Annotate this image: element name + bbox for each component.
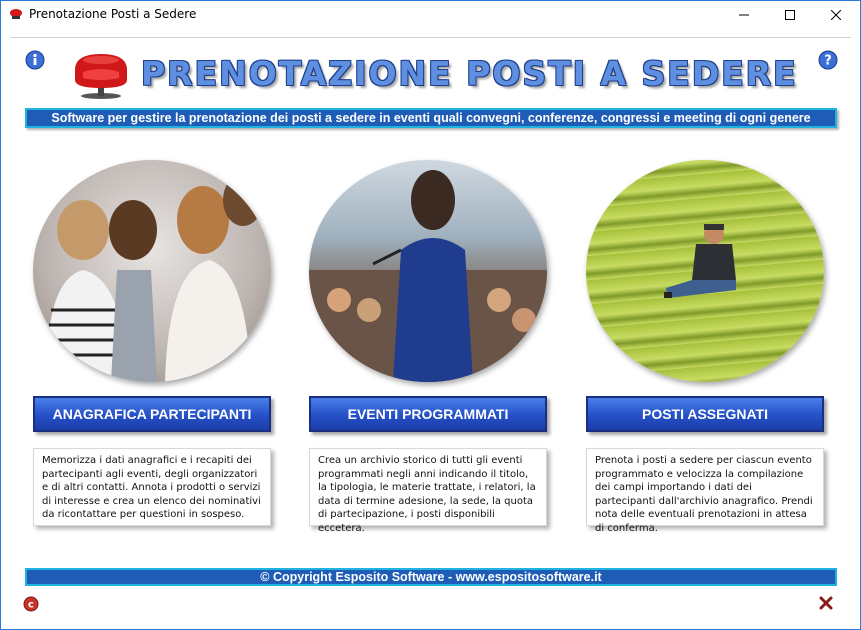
red-armchair-icon bbox=[69, 48, 133, 100]
anagrafica-partecipanti-button[interactable]: ANAGRAFICA PARTECIPANTI bbox=[33, 396, 271, 432]
red-chair-icon bbox=[9, 8, 23, 20]
exit-icon[interactable] bbox=[817, 594, 835, 612]
maximize-icon bbox=[785, 10, 795, 20]
maximize-button[interactable] bbox=[767, 1, 813, 29]
eventi-programmati-button[interactable]: EVENTI PROGRAMMATI bbox=[309, 396, 547, 432]
audience-from-behind-illustration bbox=[33, 160, 271, 382]
title-bar[interactable] bbox=[1, 1, 860, 29]
minimize-button[interactable] bbox=[721, 1, 767, 29]
subtitle-banner: Software per gestire la prenotazione dei posti a sedere in eventi quali convegni, conferenze, congressi e meeting di ogni genere bbox=[25, 108, 837, 128]
minimize-icon bbox=[739, 10, 749, 20]
audience-image bbox=[33, 160, 271, 382]
close-icon bbox=[831, 10, 841, 20]
copyright-icon[interactable] bbox=[23, 596, 39, 612]
posti-assegnati-button[interactable]: POSTI ASSEGNATI bbox=[586, 396, 824, 432]
posti-description: Prenota i posti a sedere per ciascun evento programmato e velocizza la compilazione dei campi importando i dati dei partecipanti dall'archivio anagrafico. Prendi nota delle eventuali prenotazioni in attesa di conferma. bbox=[586, 448, 824, 526]
app-headline: PRENOTAZIONE POSTI A SEDERE bbox=[141, 54, 798, 93]
svg-text:?: ? bbox=[824, 53, 832, 69]
copyright-banner: © Copyright Esposito Software - www.espositosoftware.it bbox=[25, 568, 837, 586]
help-icon[interactable] bbox=[818, 50, 838, 70]
stadium-seats-illustration bbox=[586, 160, 824, 382]
window-title: Prenotazione Posti a Sedere bbox=[29, 7, 197, 21]
stadium-seats-image bbox=[586, 160, 824, 382]
svg-text:c: c bbox=[28, 599, 34, 611]
speaker-on-stage-illustration bbox=[309, 160, 547, 382]
anagrafica-description: Memorizza i dati anagrafici e i recapiti dei partecipanti agli eventi, degli organizzatori e di altri contatti. Annota i prodotti o servizi di interesse e crea un elenco dei nominativi da ricontattare per questioni in sospeso. bbox=[33, 448, 271, 526]
speaker-image bbox=[309, 160, 547, 382]
main-panel bbox=[11, 37, 851, 621]
info-icon[interactable] bbox=[25, 50, 45, 70]
eventi-description: Crea un archivio storico di tutti gli eventi programmati negli anni indicando il titolo, la tipologia, le materie trattate, i relatori, la data di termine adesione, la sede, la quota di partecipazione, i posti disponibili eccetera. bbox=[309, 448, 547, 526]
close-button[interactable] bbox=[813, 1, 859, 29]
